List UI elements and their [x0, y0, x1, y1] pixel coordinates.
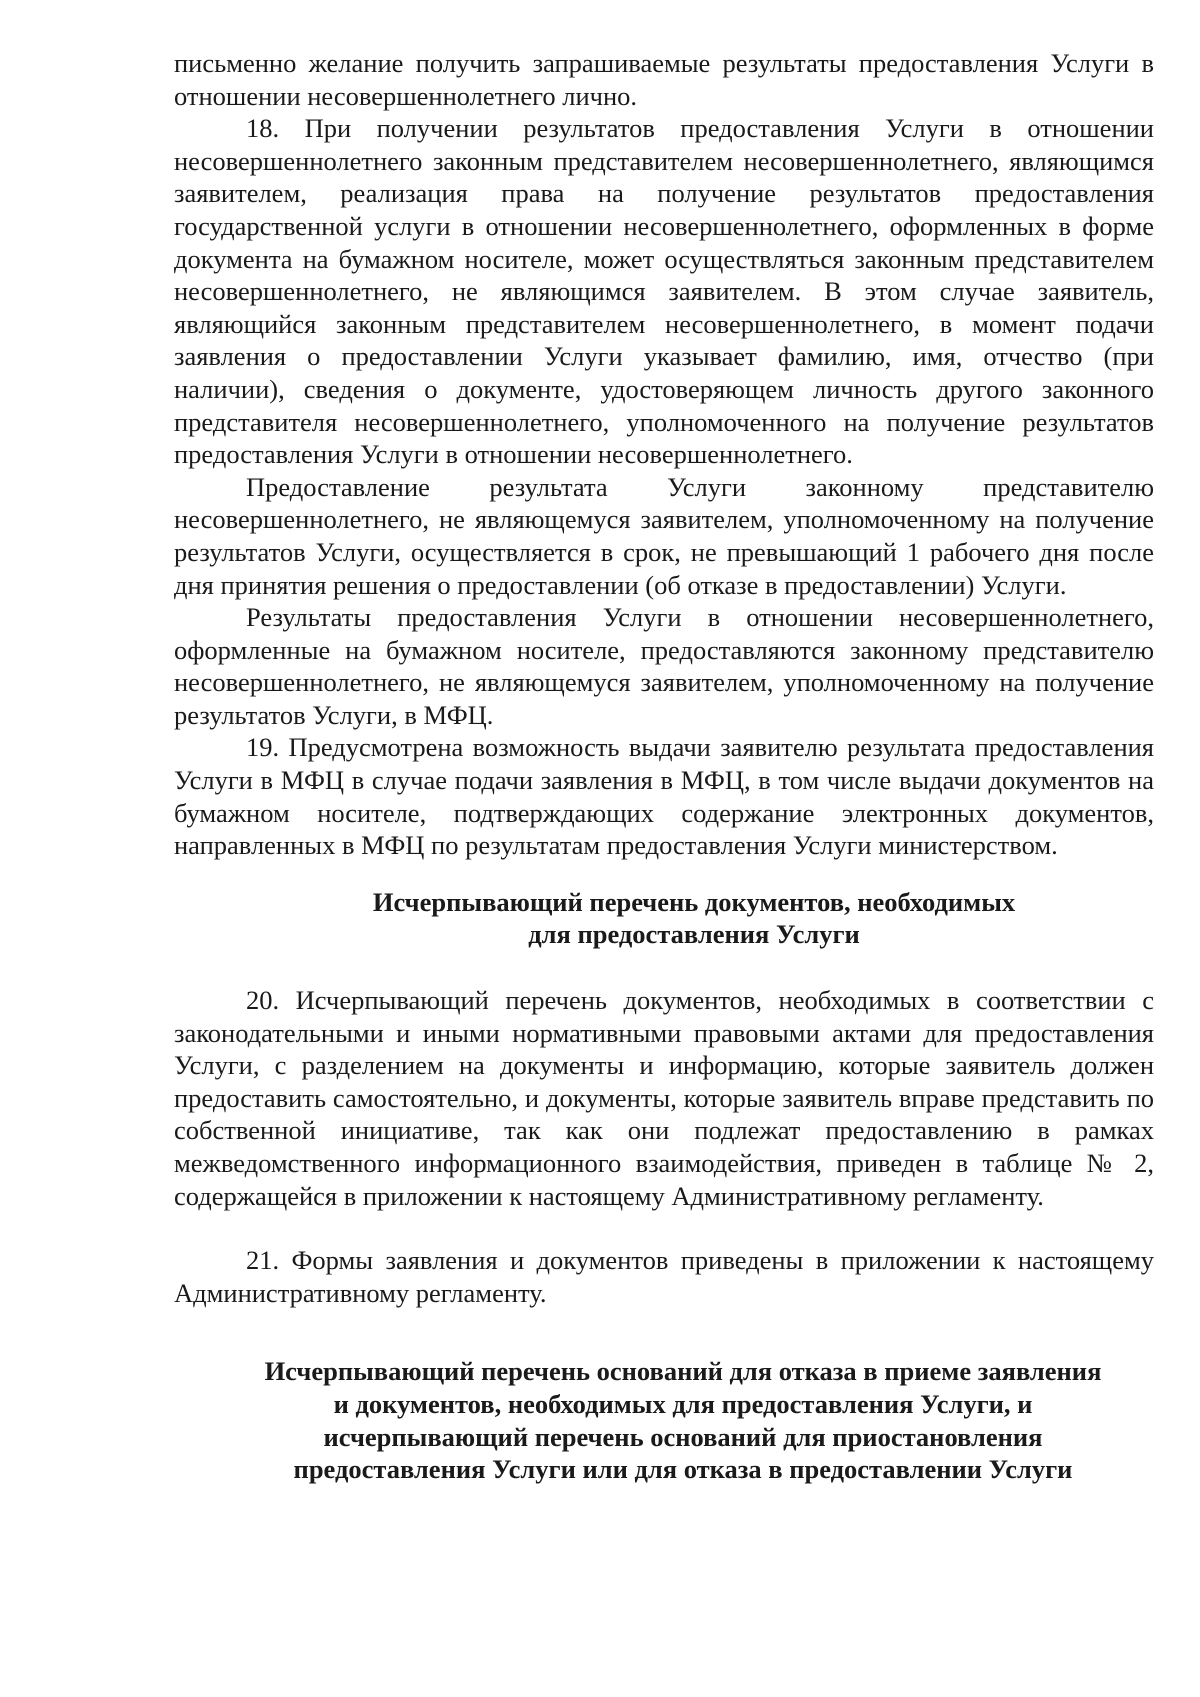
- paragraph-20: 20. Исчерпывающий перечень документов, необходимых в соответствии с законодательными и иными нормативными правовыми актами для предоставления Услуги, с разделением на документы и информацию, которые заявитель должен предоставить самостоятельно, и документы, которые заявитель вправе представить по собственной инициативе, так как они подлежат предоставлению в рамках межведомственного информационного взаимодействия, приведен в таблице № 2, содержащейся в приложении к настоящему Административному регламенту.: [174, 985, 1154, 1211]
- heading-line: Исчерпывающий перечень оснований для отказа в приеме заявления: [264, 1356, 1102, 1387]
- heading-line: и документов, необходимых для предоставления Услуги, и: [333, 1388, 1033, 1419]
- section-heading-refusal-grounds: [174, 1355, 1154, 1485]
- paragraph-21: 21. Формы заявления и документов приведены в приложении к настоящему Административному регламенту.: [174, 1245, 1154, 1308]
- heading-line: Исчерпывающий перечень документов, необходимых: [372, 886, 1016, 917]
- document-page: [174, 47, 1154, 1486]
- heading-line: предоставления Услуги или для отказа в предоставлении Услуги: [293, 1454, 1073, 1485]
- heading-line: исчерпывающий перечень оснований для приостановления: [323, 1421, 1043, 1452]
- section-heading-documents-list: [174, 886, 1154, 951]
- paragraph-result-delivery-term: Предоставление результата Услуги законному представителю несовершеннолетнего, не являющемуся заявителем, уполномоченному на получение результатов Услуги, осуществляется в срок, не превышающий 1 рабочего дня после дня принятия решения о предоставлении (об отказе в предоставлении) Услуги.: [174, 471, 1154, 600]
- paragraph-18: 18. При получении результатов предоставления Услуги в отношении несовершеннолетнего законным представителем несовершеннолетнего, являющимся заявителем, реализация права на получение результатов предоставления государственной услуги в отношении несовершеннолетнего, оформленных в форме документа на бумажном носителе, может осуществляться законным представителем несовершеннолетнего, не являющимся заявителем. В этом случае заявитель, являющийся законным представителем несовершеннолетнего, в момент подачи заявления о предоставлении Услуги указывает фамилию, имя, отчество (при наличии), сведения о документе, удостоверяющем личность другого законного представителя несовершеннолетнего, уполномоченного на получение результатов предоставления Услуги в отношении несовершеннолетнего.: [174, 113, 1154, 470]
- paragraph-continuation: письменно желание получить запрашиваемые результаты предоставления Услуги в отношении несовершеннолетнего лично.: [174, 48, 1154, 111]
- heading-line: для предоставления Услуги: [528, 919, 860, 950]
- paragraph-paper-results: Результаты предоставления Услуги в отношении несовершеннолетнего, оформленные на бумажном носителе, предоставляются законному представителю несовершеннолетнего, не являющемуся заявителем, уполномоченному на получение результатов Услуги, в МФЦ.: [174, 602, 1154, 730]
- paragraph-19: 19. Предусмотрена возможность выдачи заявителю результата предоставления Услуги в МФЦ в случае подачи заявления в МФЦ, в том числе выдачи документов на бумажном носителе, подтверждающих содержание электронных документов, направленных в МФЦ по результатам предоставления Услуги министерством.: [174, 732, 1154, 861]
